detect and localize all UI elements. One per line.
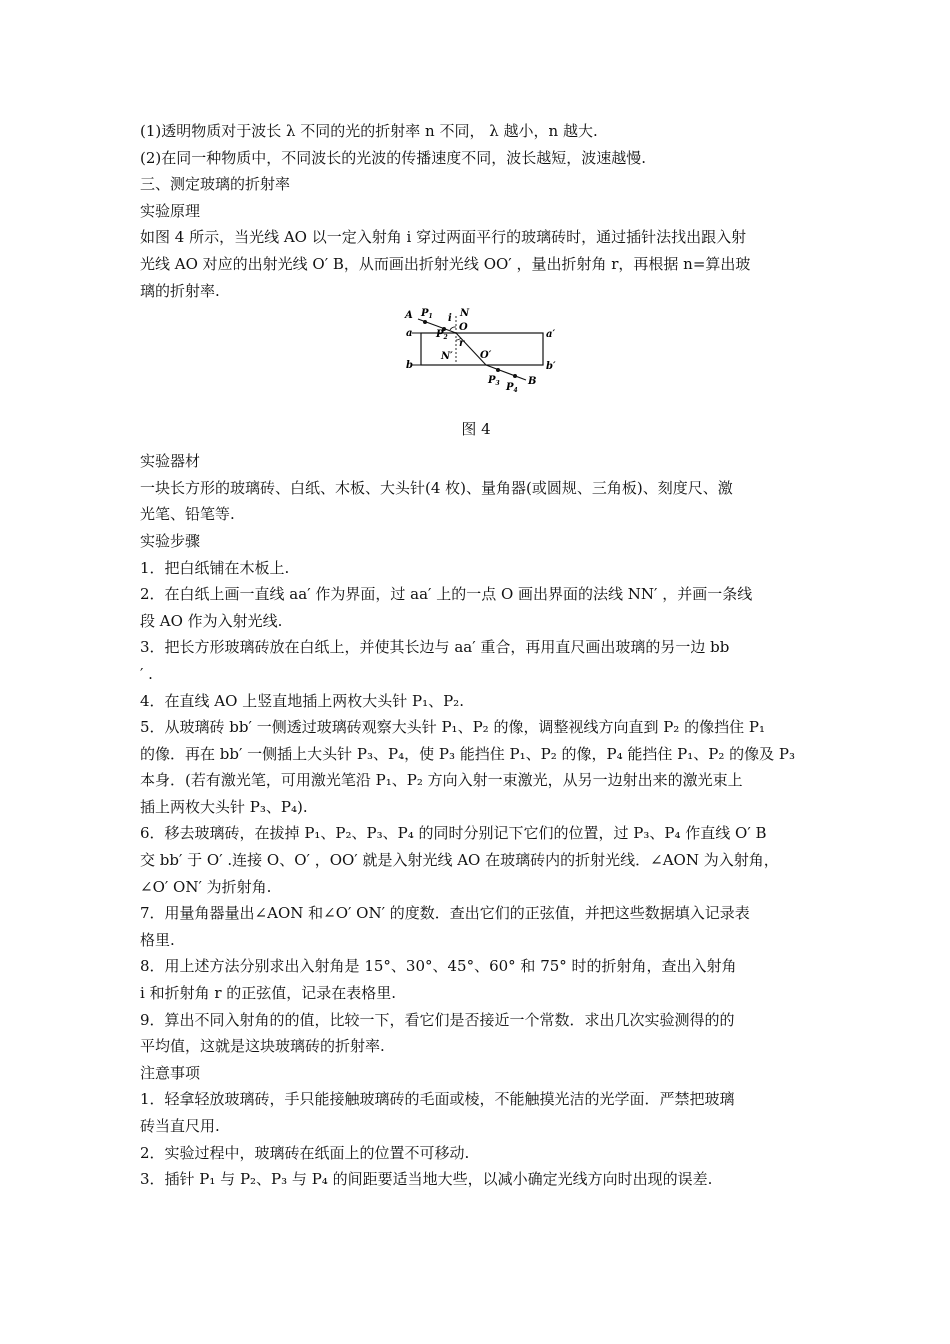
label-P4: $P_4$ bbox=[506, 382, 518, 395]
text-line: 本身．(若有激光笔，可用激光笔沿 P₁、P₂ 方向入射一束激光，从另一边射出来的激光束上 bbox=[140, 771, 743, 790]
label-P2: $P_2$ bbox=[436, 329, 448, 342]
label-B: B bbox=[528, 376, 537, 388]
text-line: (2)在同一种物质中，不同波长的光波的传播速度不同，波长越短，波速越慢. bbox=[140, 148, 647, 167]
label-a-prime: a′ bbox=[546, 329, 556, 341]
text-lines-bottom bbox=[140, 448, 812, 1193]
text-line: 3．把长方形玻璃砖放在白纸上，并使其长边与 aa′ 重合，再用直尺画出玻璃的另一边 bb bbox=[140, 638, 730, 657]
section-heading: 三、测定玻璃的折射率 bbox=[140, 175, 291, 194]
label-P1: $P_1$ bbox=[421, 308, 433, 321]
pin-p1 bbox=[423, 320, 427, 324]
text-line: 一块长方形的玻璃砖、白纸、木板、大头针(4 枚)、量角器(或圆规、三角板)、刻度尺、激 bbox=[140, 478, 733, 497]
subsection-heading: 实验原理 bbox=[140, 201, 201, 220]
text-line: 9．算出不同入射角的的值，比较一下，看它们是否接近一个常数．求出几次实验测得的的 bbox=[140, 1010, 735, 1029]
text-line: 1．把白纸铺在木板上. bbox=[140, 558, 290, 577]
text-line: 注意事项 bbox=[140, 1063, 201, 1082]
text-line: 光笔、铅笔等. bbox=[140, 505, 235, 524]
label-N: N bbox=[460, 308, 470, 320]
label-a: a bbox=[406, 328, 413, 340]
text-line: 7．用量角器量出∠AON 和∠O′ ON′ 的度数．查出它们的正弦值，并把这些数据填入记录表 bbox=[140, 904, 750, 923]
label-i: i bbox=[448, 313, 452, 325]
text-line: 4．在直线 AO 上竖直地插上两枚大头针 P₁、P₂. bbox=[140, 691, 464, 710]
document-body bbox=[140, 118, 812, 1193]
text-line: ∠O′ ON′ 为折射角. bbox=[140, 877, 272, 896]
text-line: 砖当直尺用. bbox=[140, 1117, 220, 1135]
label-P3: $P_3$ bbox=[488, 375, 500, 388]
text-line: i 和折射角 r 的正弦值，记录在表格里. bbox=[140, 984, 397, 1003]
label-A: A bbox=[405, 310, 413, 322]
text-line: 3．插针 P₁ 与 P₂、P₃ 与 P₄ 的间距要适当地大些，以减小确定光线方向时出现的误差. bbox=[140, 1170, 713, 1189]
text-line: 实验步骤 bbox=[140, 531, 201, 550]
label-b-prime: b′ bbox=[546, 361, 556, 373]
text-line: 5．从玻璃砖 bb′ 一侧透过玻璃砖观察大头针 P₁、P₂ 的像，调整视线方向直到 P₂ 的像挡住 P₁ bbox=[140, 718, 765, 737]
text-line: 实验器材 bbox=[140, 452, 201, 471]
text-line: 6．移去玻璃砖，在拔掉 P₁、P₂、P₃、P₄ 的同时分别记下它们的位置，过 P₃、P₄ 作直线 O′ B bbox=[140, 824, 767, 843]
label-b: b bbox=[406, 360, 413, 372]
label-O-prime: O′ bbox=[480, 350, 492, 362]
text-line: 平均值，这就是这块玻璃砖的折射率. bbox=[140, 1037, 385, 1056]
text-line: 璃的折射率. bbox=[140, 281, 220, 300]
text-line: 光线 AO 对应的出射光线 O′ B，从而画出折射光线 OO′ ，量出折射角 r，再根据 n=算出玻 bbox=[140, 254, 751, 273]
text-line: (1)透明物质对于波长 λ 不同的光的折射率 n 不同， λ 越小，n 越大. bbox=[140, 122, 598, 140]
text-line: 交 bb′ 于 O′ .连接 O、O′ ，OO′ 就是入射光线 AO 在玻璃砖内的折射光线．∠AON 为入射角， bbox=[140, 851, 779, 870]
text-line: 格里. bbox=[140, 930, 175, 949]
text-line: 2．实验过程中，玻璃砖在纸面上的位置不可移动. bbox=[140, 1143, 470, 1162]
text-line: 的像．再在 bb′ 一侧插上大头针 P₃、P₄，使 P₃ 能挡住 P₁、P₂ 的像，P₄ 能挡住 P₁、P₂ 的像及 P₃ bbox=[140, 744, 796, 763]
pin-p4 bbox=[513, 374, 517, 378]
label-O: O bbox=[459, 322, 468, 334]
text-line: 8．用上述方法分别求出入射角是 15°、30°、45°、60° 和 75° 时的折射角，查出入射角 bbox=[140, 957, 737, 976]
figure-4 bbox=[140, 304, 812, 418]
text-line: 2．在白纸上画一直线 aa′ 作为界面，过 aa′ 上的一点 O 画出界面的法线 NN′ ，并画一条线 bbox=[140, 585, 753, 604]
angle-i-arc bbox=[450, 327, 456, 330]
text-line: 如图 4 所示，当光线 AO 以一定入射角 i 穿过两面平行的玻璃砖时，通过插针法找出跟入射 bbox=[140, 228, 747, 247]
label-N-prime: N′ bbox=[441, 351, 453, 363]
label-r: r bbox=[459, 338, 465, 350]
text-line: 段 AO 作为入射光线. bbox=[140, 611, 283, 630]
refraction-diagram bbox=[398, 306, 558, 414]
text-line: 1．轻拿轻放玻璃砖，手只能接触玻璃砖的毛面或棱，不能触摸光洁的光学面．严禁把玻璃 bbox=[140, 1090, 735, 1109]
figure-caption: 图 4 bbox=[461, 420, 491, 439]
pin-p3 bbox=[496, 368, 500, 372]
text-line: 插上两枚大头针 P₃、P₄). bbox=[140, 797, 308, 816]
text-line: ′ . bbox=[140, 664, 153, 683]
